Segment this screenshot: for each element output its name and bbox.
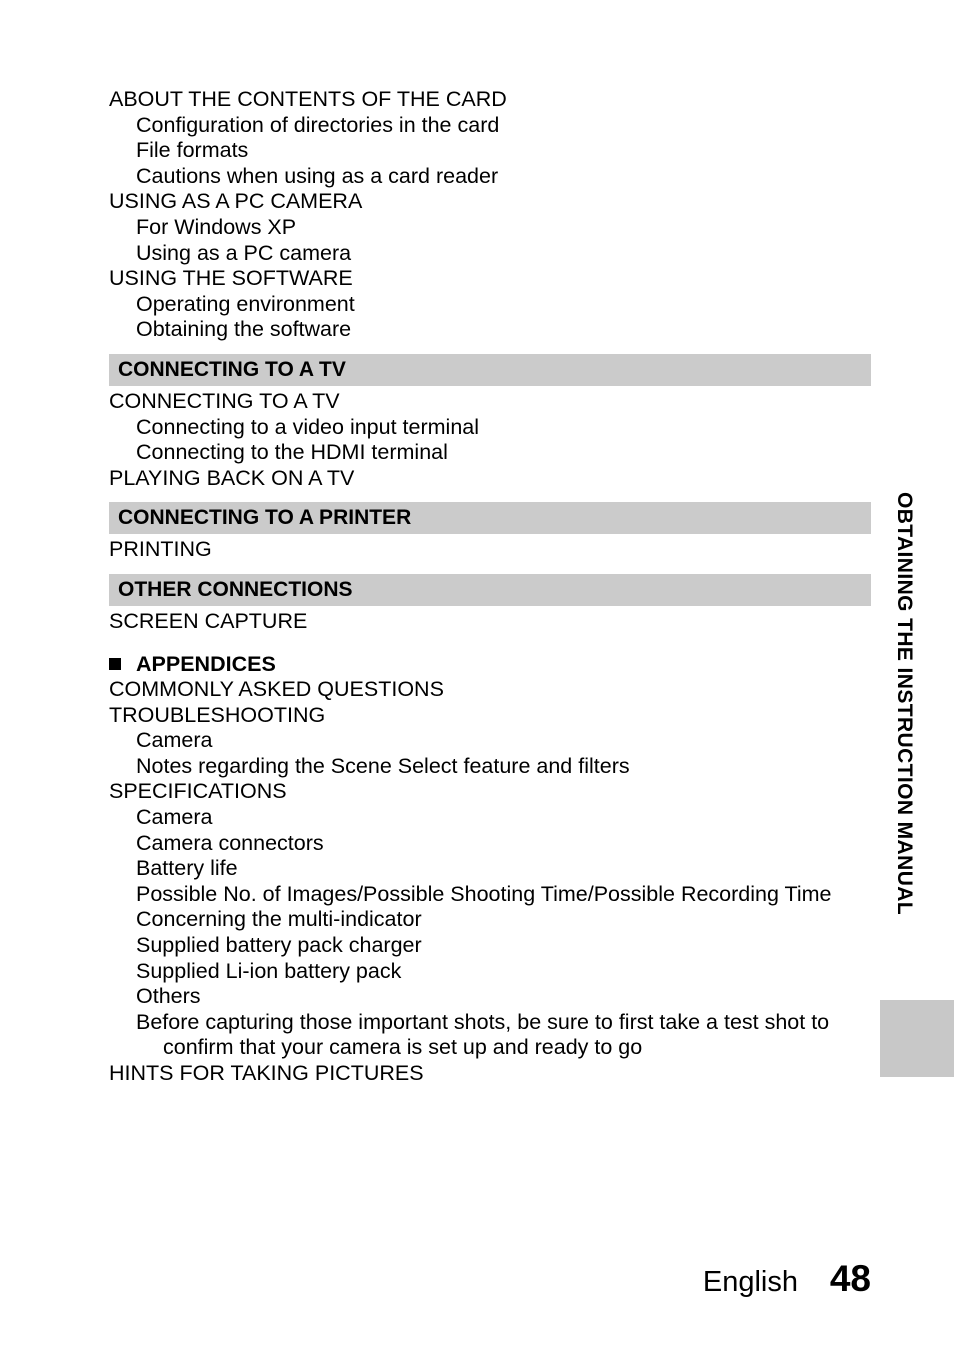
toc-subentry[interactable]: Supplied battery pack charger — [136, 933, 422, 958]
footer-language: English — [702, 1266, 798, 1298]
toc-entry[interactable]: ABOUT THE CONTENTS OF THE CARD — [109, 87, 507, 111]
toc-entry[interactable]: TROUBLESHOOTING — [109, 702, 326, 727]
toc-subentry[interactable]: For Windows XP — [136, 214, 297, 239]
toc-subentry[interactable]: File formats — [136, 138, 249, 163]
toc-subentry[interactable]: Camera connectors — [136, 830, 324, 855]
toc-entry[interactable]: SCREEN CAPTURE — [109, 608, 308, 633]
appendices-heading — [0, 652, 880, 678]
toc-entry[interactable]: COMMONLY ASKED QUESTIONS — [109, 677, 444, 702]
toc-entry[interactable]: HINTS FOR TAKING PICTURES — [109, 1061, 424, 1085]
toc-subentry[interactable]: Before capturing those important shots, be sure to first take a test shot to — [136, 1009, 830, 1034]
toc-entry[interactable]: USING THE SOFTWARE — [109, 266, 353, 291]
chapter-tab-marker — [880, 1000, 954, 1077]
toc-entry[interactable]: USING AS A PC CAMERA — [109, 189, 363, 214]
toc-subentry[interactable]: Camera — [136, 728, 213, 753]
toc-entry[interactable]: SPECIFICATIONS — [109, 779, 287, 804]
toc-subentry[interactable]: Supplied Li-ion battery pack — [136, 958, 402, 983]
section-header-other-connections: OTHER CONNECTIONS — [109, 574, 871, 606]
toc-subentry[interactable]: Connecting to a video input terminal — [136, 414, 480, 439]
section-header-printer: CONNECTING TO A PRINTER — [109, 502, 871, 534]
appendices-title: APPENDICES — [136, 651, 276, 676]
toc-entry[interactable]: CONNECTING TO A TV — [109, 388, 340, 413]
toc-subentry[interactable]: Cautions when using as a card reader — [136, 163, 499, 188]
toc-subentry[interactable]: Camera — [136, 805, 213, 830]
section-header-tv: CONNECTING TO A TV — [109, 354, 871, 386]
page-number: 48 — [829, 1258, 871, 1299]
toc-subentry[interactable]: Using as a PC camera — [136, 240, 352, 265]
toc-subentry[interactable]: Configuration of directories in the card — [136, 112, 500, 137]
chapter-side-label: OBTAINING THE INSTRUCTION MANUAL — [893, 492, 916, 916]
spacer — [0, 635, 880, 652]
toc-subentry[interactable]: Notes regarding the Scene Select feature and filters — [136, 753, 630, 778]
toc-subentry[interactable]: Operating environment — [136, 291, 355, 316]
toc-subentry[interactable]: Possible No. of Images/Possible Shooting Time/Possible Recording Time — [136, 881, 832, 906]
toc-subentry[interactable]: Battery life — [136, 856, 238, 881]
toc-subentry[interactable]: Connecting to the HDMI terminal — [136, 440, 448, 465]
toc-subentry[interactable]: Others — [136, 984, 201, 1009]
toc-subentry[interactable]: Concerning the multi-indicator — [136, 907, 422, 932]
square-bullet-icon — [109, 658, 121, 670]
toc-entry[interactable]: PRINTING — [109, 537, 212, 562]
toc-subentry[interactable]: Obtaining the software — [136, 317, 352, 342]
toc-subentry-continued[interactable]: confirm that your camera is set up and ready to go — [163, 1035, 643, 1060]
toc-entry[interactable]: PLAYING BACK ON A TV — [109, 465, 355, 490]
table-of-contents — [0, 87, 880, 1087]
